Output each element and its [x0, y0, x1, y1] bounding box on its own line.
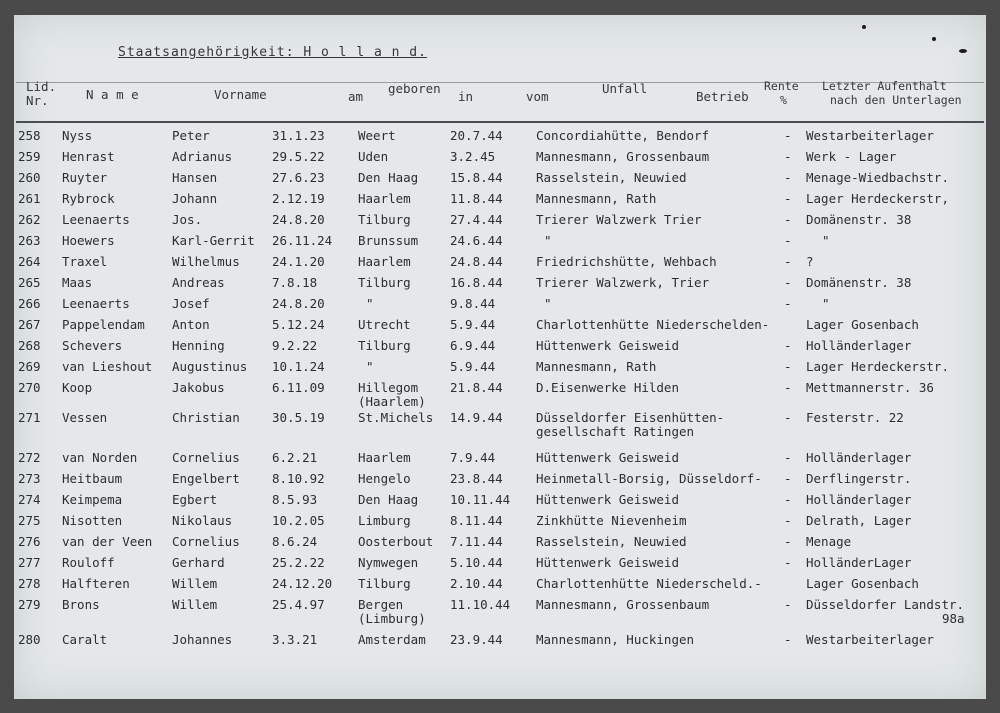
row-letzter-aufenthalt: Menage: [806, 534, 852, 549]
row-geboren-am: 26.11.24: [272, 233, 333, 248]
row-vorname: Nikolaus: [172, 513, 233, 528]
row-geboren-am: 8.10.92: [272, 471, 325, 486]
row-betrieb: Mannesmann, Grossenbaum: [536, 149, 710, 164]
row-betrieb: Trierer Walzwerk, Trier: [536, 275, 710, 290]
row-rente: -: [784, 513, 792, 528]
row-rente: -: [784, 450, 792, 465]
row-unfall-vom: 8.11.44: [450, 513, 503, 528]
row-betrieb: Trierer Walzwerk Trier: [536, 212, 702, 227]
row-vorname: Henning: [172, 338, 225, 353]
row-unfall-vom: 11.8.44: [450, 191, 503, 206]
row-vorname: Adrianus: [172, 149, 233, 164]
col-header-geboren-in: in: [458, 89, 474, 104]
row-geboren-in: Uden: [358, 149, 389, 164]
row-geboren-am: 8.6.24: [272, 534, 318, 549]
row-letzter-aufenthalt: Düsseldorfer Landstr.: [806, 597, 965, 612]
row-betrieb: Hüttenwerk Geisweid: [536, 450, 679, 465]
row-rente: -: [784, 149, 792, 164]
row-name: Ruyter: [62, 170, 108, 185]
row-betrieb-line2: gesellschaft Ratingen: [536, 424, 695, 439]
col-header-unfall: Unfall: [602, 81, 648, 96]
row-letzter-aufenthalt: Lager Herdeckerstr,: [806, 191, 949, 206]
row-unfall-vom: 24.8.44: [450, 254, 503, 269]
ink-speck: [932, 37, 936, 41]
row-unfall-vom: 5.9.44: [450, 359, 496, 374]
row-letzter-aufenthalt: Lager Gosenbach: [806, 317, 919, 332]
row-unfall-vom: 7.11.44: [450, 534, 503, 549]
row-number: 259: [18, 149, 41, 164]
row-geboren-am: 6.11.09: [272, 380, 325, 395]
row-unfall-vom: 23.8.44: [450, 471, 503, 486]
row-betrieb: Rasselstein, Neuwied: [536, 534, 687, 549]
row-letzter-aufenthalt: HolländerLager: [806, 555, 912, 570]
row-rente: -: [784, 233, 792, 248]
row-rente: -: [784, 410, 792, 425]
row-name: Halfteren: [62, 576, 130, 591]
row-vorname: Willem: [172, 576, 218, 591]
row-geboren-in: Brunssum: [358, 233, 419, 248]
row-unfall-vom: 23.9.44: [450, 632, 503, 647]
row-letzter-aufenthalt: ": [822, 233, 830, 248]
row-unfall-vom: 7.9.44: [450, 450, 496, 465]
row-name: Rybrock: [62, 191, 115, 206]
row-number: 267: [18, 317, 41, 332]
row-unfall-vom: 2.10.44: [450, 576, 503, 591]
row-geboren-in: Tilburg: [358, 212, 411, 227]
row-betrieb: Rasselstein, Neuwied: [536, 170, 687, 185]
col-header-nr-top: Lid.: [26, 79, 57, 94]
row-name: Brons: [62, 597, 100, 612]
row-unfall-vom: 6.9.44: [450, 338, 496, 353]
row-name: Hoewers: [62, 233, 115, 248]
row-rente: -: [784, 471, 792, 486]
row-geboren-am: 6.2.21: [272, 450, 318, 465]
row-number: 264: [18, 254, 41, 269]
row-rente: -: [784, 338, 792, 353]
row-vorname: Andreas: [172, 275, 225, 290]
row-geboren-am: 31.1.23: [272, 128, 325, 143]
row-letzter-aufenthalt: Westarbeiterlager: [806, 632, 934, 647]
row-number: 261: [18, 191, 41, 206]
row-geboren-am: 24.8.20: [272, 212, 325, 227]
row-name: Vessen: [62, 410, 108, 425]
row-geboren-in: Oosterbout: [358, 534, 434, 549]
row-vorname: Jakobus: [172, 380, 225, 395]
row-letzter-aufenthalt: Holländerlager: [806, 450, 912, 465]
row-geboren-am: 2.12.19: [272, 191, 325, 206]
col-header-letzter-aufenthalt: Letzter Aufenthalt: [822, 79, 947, 93]
row-number: 268: [18, 338, 41, 353]
row-vorname: Gerhard: [172, 555, 225, 570]
row-geboren-am: 8.5.93: [272, 492, 318, 507]
col-header-name: N a m e: [86, 87, 139, 102]
row-unfall-vom: 9.8.44: [450, 296, 496, 311]
row-geboren-in: Tilburg: [358, 576, 411, 591]
row-unfall-vom: 20.7.44: [450, 128, 503, 143]
row-unfall-vom: 3.2.45: [450, 149, 496, 164]
row-vorname: Engelbert: [172, 471, 240, 486]
row-name: Schevers: [62, 338, 123, 353]
row-vorname: Egbert: [172, 492, 218, 507]
row-unfall-vom: 16.8.44: [450, 275, 503, 290]
row-geboren-am: 9.2.22: [272, 338, 318, 353]
row-geboren-in: Tilburg: [358, 338, 411, 353]
row-vorname: Johannes: [172, 632, 233, 647]
row-geboren-in: ": [366, 359, 374, 374]
row-vorname: Augustinus: [172, 359, 248, 374]
row-number: 279: [18, 597, 41, 612]
row-geboren-am: 10.1.24: [272, 359, 325, 374]
row-letzter-aufenthalt: Domänenstr. 38: [806, 212, 912, 227]
row-geboren-in: Tilburg: [358, 275, 411, 290]
row-name: Leenaerts: [62, 296, 130, 311]
row-geboren-in: Limburg: [358, 513, 411, 528]
row-number: 258: [18, 128, 41, 143]
row-geboren-in: ": [366, 296, 374, 311]
row-name: Henrast: [62, 149, 115, 164]
row-betrieb: Concordiahütte, Bendorf: [536, 128, 710, 143]
row-number: 278: [18, 576, 41, 591]
row-geboren-in: Weert: [358, 128, 396, 143]
document-heading: Staatsangehörigkeit: H o l l a n d.: [118, 45, 427, 60]
row-letzter-aufenthalt: Mettmannerstr. 36: [806, 380, 934, 395]
col-header-vorname: Vorname: [214, 87, 267, 102]
row-name: Rouloff: [62, 555, 115, 570]
row-betrieb: Zinkhütte Nievenheim: [536, 513, 687, 528]
row-name: Pappelendam: [62, 317, 145, 332]
row-rente: -: [784, 534, 792, 549]
row-unfall-vom: 21.8.44: [450, 380, 503, 395]
row-betrieb: Mannesmann, Rath: [536, 359, 657, 374]
row-rente: -: [784, 296, 792, 311]
row-vorname: Cornelius: [172, 450, 240, 465]
row-vorname: Willem: [172, 597, 218, 612]
row-unfall-vom: 10.11.44: [450, 492, 511, 507]
row-letzter-aufenthalt: Holländerlager: [806, 492, 912, 507]
row-name: Caralt: [62, 632, 108, 647]
row-rente: -: [784, 191, 792, 206]
row-unfall-vom: 27.4.44: [450, 212, 503, 227]
row-name: van der Veen: [62, 534, 153, 549]
row-letzter-aufenthalt: Festerstr. 22: [806, 410, 904, 425]
row-betrieb: Charlottenhütte Niederscheld.-: [536, 576, 762, 591]
row-number: 265: [18, 275, 41, 290]
row-geboren-am: 29.5.22: [272, 149, 325, 164]
row-geboren-am: 24.12.20: [272, 576, 333, 591]
row-unfall-vom: 5.9.44: [450, 317, 496, 332]
col-header-geboren: geboren: [388, 81, 441, 96]
row-name: Traxel: [62, 254, 108, 269]
row-letzter-aufenthalt: Werk - Lager: [806, 149, 897, 164]
row-betrieb: ": [544, 233, 552, 248]
row-number: 274: [18, 492, 41, 507]
row-vorname: Jos.: [172, 212, 203, 227]
row-number: 280: [18, 632, 41, 647]
row-rente: -: [784, 380, 792, 395]
row-betrieb: Charlottenhütte Niederschelden-: [536, 317, 770, 332]
row-unfall-vom: 24.6.44: [450, 233, 503, 248]
row-vorname: Peter: [172, 128, 210, 143]
row-letzter-aufenthalt: Lager Gosenbach: [806, 576, 919, 591]
row-geboren-in: Haarlem: [358, 450, 411, 465]
row-geboren-in-line2: (Limburg): [358, 611, 426, 626]
row-number: 272: [18, 450, 41, 465]
row-name: Nisotten: [62, 513, 123, 528]
row-geboren-in-line2: (Haarlem): [358, 394, 426, 409]
col-header-rente-pct: %: [780, 93, 787, 107]
ink-speck: [959, 49, 967, 53]
row-unfall-vom: 11.10.44: [450, 597, 511, 612]
row-number: 270: [18, 380, 41, 395]
row-geboren-in: Amsterdam: [358, 632, 426, 647]
row-letzter-aufenthalt: Lager Herdeckerstr.: [806, 359, 949, 374]
row-geboren-in: Den Haag: [358, 170, 419, 185]
row-name: Nyss: [62, 128, 93, 143]
row-geboren-am: 10.2.05: [272, 513, 325, 528]
row-rente: -: [784, 632, 792, 647]
row-rente: -: [784, 597, 792, 612]
row-geboren-in: Haarlem: [358, 254, 411, 269]
row-number: 275: [18, 513, 41, 528]
document-page: [14, 15, 986, 699]
row-number: 262: [18, 212, 41, 227]
row-geboren-in: Nymwegen: [358, 555, 419, 570]
row-betrieb: Heinmetall-Borsig, Düsseldorf-: [536, 471, 762, 486]
row-geboren-in: Hillegom: [358, 380, 419, 395]
row-letzter-aufenthalt: ?: [806, 254, 814, 269]
row-betrieb: Mannesmann, Grossenbaum: [536, 597, 710, 612]
row-geboren-in: Utrecht: [358, 317, 411, 332]
row-vorname: Anton: [172, 317, 210, 332]
row-vorname: Josef: [172, 296, 210, 311]
row-letzter-aufenthalt: Delrath, Lager: [806, 513, 912, 528]
row-geboren-in: Haarlem: [358, 191, 411, 206]
row-betrieb: D.Eisenwerke Hilden: [536, 380, 679, 395]
row-betrieb: Hüttenwerk Geisweid: [536, 555, 679, 570]
row-geboren-in: St.Michels: [358, 410, 434, 425]
row-geboren-am: 7.8.18: [272, 275, 318, 290]
row-betrieb: Hüttenwerk Geisweid: [536, 492, 679, 507]
row-rente: -: [784, 492, 792, 507]
row-geboren-in: Hengelo: [358, 471, 411, 486]
row-geboren-am: 3.3.21: [272, 632, 318, 647]
ink-speck: [862, 25, 866, 29]
row-rente: -: [784, 555, 792, 570]
row-number: 266: [18, 296, 41, 311]
row-rente: -: [784, 254, 792, 269]
row-name: Heitbaum: [62, 471, 123, 486]
row-geboren-am: 24.1.20: [272, 254, 325, 269]
row-unfall-vom: 14.9.44: [450, 410, 503, 425]
row-unfall-vom: 5.10.44: [450, 555, 503, 570]
row-number: 273: [18, 471, 41, 486]
row-betrieb: Mannesmann, Huckingen: [536, 632, 695, 647]
header-bottom-rule: [16, 121, 984, 123]
row-letzter-aufenthalt: ": [822, 296, 830, 311]
row-vorname: Wilhelmus: [172, 254, 240, 269]
row-geboren-am: 25.2.22: [272, 555, 325, 570]
row-name: van Lieshout: [62, 359, 153, 374]
col-header-unfall-vom: vom: [526, 89, 549, 104]
row-name: Koop: [62, 380, 93, 395]
row-geboren-am: 5.12.24: [272, 317, 325, 332]
row-letzter-aufenthalt: Westarbeiterlager: [806, 128, 934, 143]
col-header-nach-unterlagen: nach den Unterlagen: [830, 93, 962, 107]
row-geboren-in: Bergen: [358, 597, 404, 612]
row-vorname: Christian: [172, 410, 240, 425]
row-geboren-am: 24.8.20: [272, 296, 325, 311]
row-betrieb: Düsseldorfer Eisenhütten-: [536, 410, 725, 425]
row-rente: -: [784, 212, 792, 227]
row-number: 263: [18, 233, 41, 248]
row-letzter-aufenthalt: Holländerlager: [806, 338, 912, 353]
row-unfall-vom: 15.8.44: [450, 170, 503, 185]
row-geboren-am: 27.6.23: [272, 170, 325, 185]
row-vorname: Karl-Gerrit: [172, 233, 255, 248]
row-betrieb: Friedrichshütte, Wehbach: [536, 254, 717, 269]
row-vorname: Cornelius: [172, 534, 240, 549]
col-header-betrieb: Betrieb: [696, 89, 749, 104]
row-geboren-am: 25.4.97: [272, 597, 325, 612]
row-name: Keimpema: [62, 492, 123, 507]
col-header-rente: Rente: [764, 79, 799, 93]
row-name: Maas: [62, 275, 93, 290]
row-rente: -: [784, 275, 792, 290]
col-header-geboren-am: am: [348, 89, 364, 104]
row-number: 276: [18, 534, 41, 549]
row-geboren-am: 30.5.19: [272, 410, 325, 425]
row-rente: -: [784, 128, 792, 143]
row-number: 271: [18, 410, 41, 425]
row-number: 269: [18, 359, 41, 374]
row-vorname: Johann: [172, 191, 218, 206]
row-letzter-aufenthalt: Derflingerstr.: [806, 471, 912, 486]
row-rente: -: [784, 170, 792, 185]
row-betrieb: Mannesmann, Rath: [536, 191, 657, 206]
row-rente: -: [784, 359, 792, 374]
row-number: 260: [18, 170, 41, 185]
row-betrieb: ": [544, 296, 552, 311]
row-letzter-aufenthalt: Menage-Wiedbachstr.: [806, 170, 949, 185]
col-header-nr-bottom: Nr.: [26, 93, 49, 108]
row-name: van Norden: [62, 450, 138, 465]
row-betrieb: Hüttenwerk Geisweid: [536, 338, 679, 353]
row-geboren-in: Den Haag: [358, 492, 419, 507]
row-vorname: Hansen: [172, 170, 218, 185]
row-name: Leenaerts: [62, 212, 130, 227]
row-number: 277: [18, 555, 41, 570]
row-letzter-aufenthalt: Domänenstr. 38: [806, 275, 912, 290]
row-letzter-line2: 98a: [942, 611, 965, 626]
